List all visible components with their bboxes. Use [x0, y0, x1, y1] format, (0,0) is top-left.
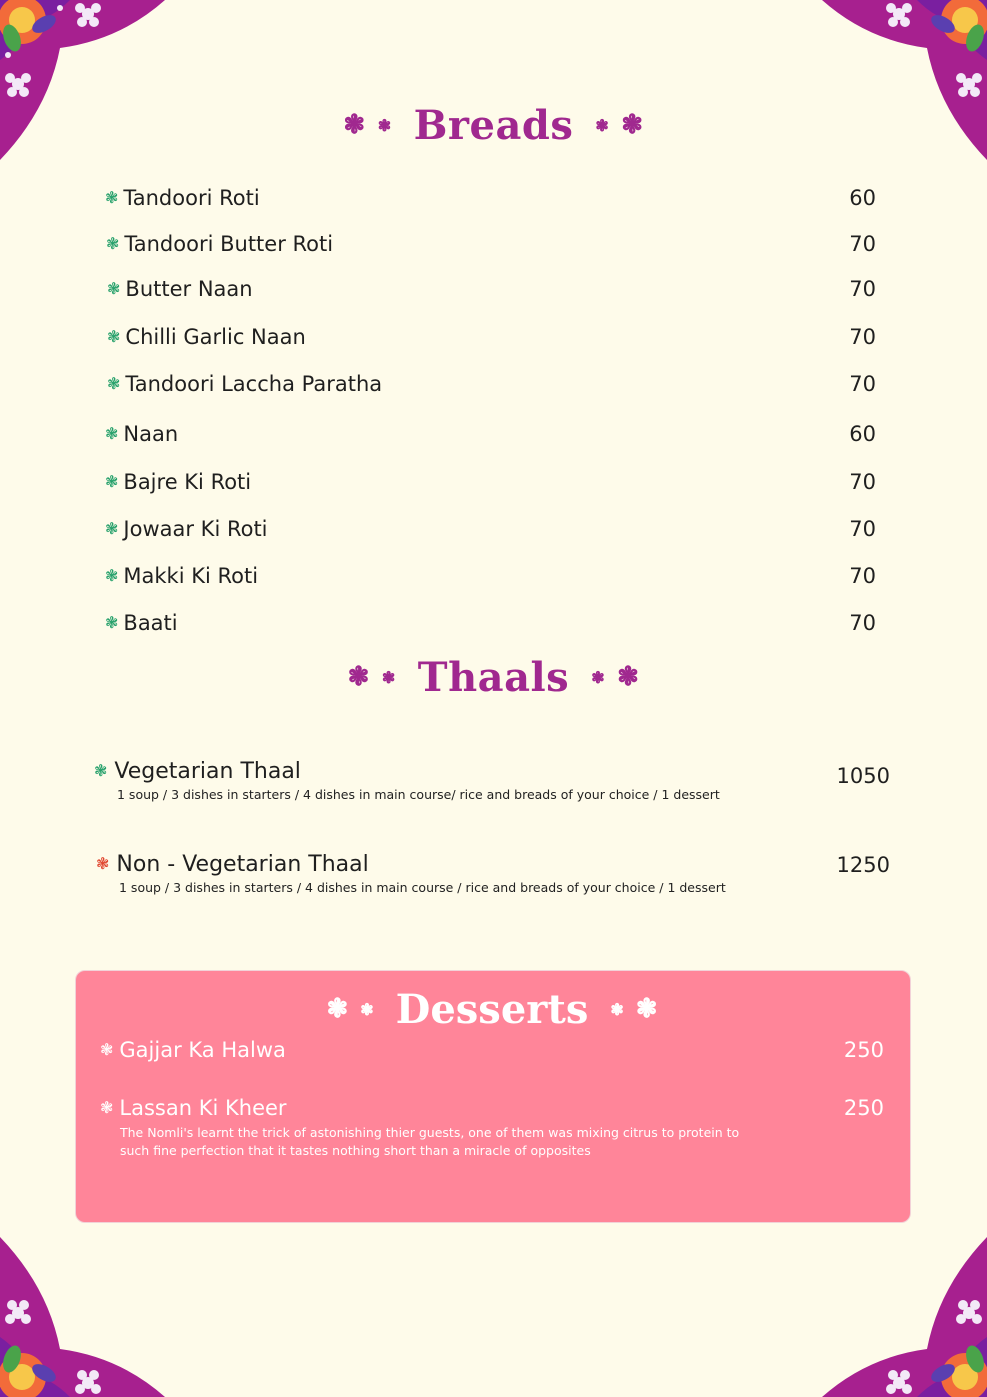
- desserts-title: Desserts: [395, 985, 589, 1033]
- item-name: Vegetarian Thaal: [114, 759, 301, 784]
- flower-icon: ❃: [595, 115, 610, 135]
- thaals-heading: [0, 650, 987, 701]
- flower-icon: ❃: [360, 999, 374, 1019]
- menu-item: [105, 564, 258, 588]
- item-name: Baati: [123, 611, 178, 635]
- item-name: Tandoori Roti: [123, 186, 260, 210]
- flower-icon: ❃: [377, 115, 392, 135]
- floral-corner-icon: [817, 1227, 987, 1397]
- asterisk-flower-icon: ❃: [105, 188, 119, 207]
- asterisk-flower-icon: ❃: [100, 1098, 114, 1117]
- menu-item: [105, 470, 251, 494]
- desserts-heading: [75, 982, 909, 1033]
- item-name: Tandoori Butter Roti: [124, 232, 334, 256]
- item-price: 250: [843, 1038, 884, 1062]
- item-price: 1250: [836, 853, 890, 877]
- menu-item: [96, 852, 369, 877]
- asterisk-flower-icon: ❃: [107, 279, 121, 298]
- menu-item: [107, 325, 306, 349]
- item-description: 1 soup / 3 dishes in starters / 4 dishes in main course / rice and breads of your choice / 1 dessert: [119, 880, 726, 895]
- thaals-title: Thaals: [417, 653, 570, 701]
- flower-icon: ❃: [326, 994, 349, 1024]
- item-name: Makki Ki Roti: [123, 564, 259, 588]
- asterisk-flower-icon: ❃: [107, 327, 121, 346]
- corner-decoration-bottom-right: [817, 1227, 987, 1397]
- item-price: 70: [849, 325, 876, 349]
- item-price: 70: [849, 232, 876, 256]
- menu-item: [105, 611, 178, 635]
- flower-icon: ❃: [621, 110, 644, 140]
- item-name: Naan: [123, 422, 179, 446]
- asterisk-flower-icon: ❃: [105, 424, 119, 443]
- veg-asterisk-icon: ❃: [94, 761, 108, 780]
- menu-item: [106, 232, 333, 256]
- item-name: Butter Naan: [125, 277, 253, 301]
- item-name: Jowaar Ki Roti: [123, 517, 268, 541]
- flower-icon: ❃: [635, 994, 658, 1024]
- asterisk-flower-icon: ❃: [106, 234, 120, 253]
- item-name: Lassan Ki Kheer: [119, 1096, 287, 1120]
- item-name: Gajjar Ka Halwa: [119, 1038, 286, 1062]
- menu-item: [105, 517, 268, 541]
- menu-item: [107, 372, 382, 396]
- menu-item: [105, 422, 178, 446]
- item-price: 1050: [836, 764, 890, 788]
- flower-icon: ❃: [343, 110, 366, 140]
- item-price: 70: [849, 277, 876, 301]
- asterisk-flower-icon: ❃: [105, 566, 119, 585]
- corner-decoration-bottom-left: [0, 1227, 170, 1397]
- item-price: 70: [849, 564, 876, 588]
- menu-item: [105, 186, 260, 210]
- item-price: 60: [849, 186, 876, 210]
- asterisk-flower-icon: ❃: [107, 374, 121, 393]
- asterisk-flower-icon: ❃: [105, 613, 119, 632]
- item-description: 1 soup / 3 dishes in starters / 4 dishes in main course/ rice and breads of your choice / 1 dessert: [117, 787, 720, 802]
- item-name: Non - Vegetarian Thaal: [116, 852, 369, 877]
- item-price: 70: [849, 517, 876, 541]
- menu-item: [94, 759, 301, 784]
- item-name: Tandoori Laccha Paratha: [125, 372, 383, 396]
- item-price: 70: [849, 470, 876, 494]
- flower-icon: ❃: [347, 662, 370, 692]
- item-name: Chilli Garlic Naan: [125, 325, 306, 349]
- menu-item: [107, 277, 253, 301]
- item-price: 70: [849, 611, 876, 635]
- breads-title: Breads: [413, 101, 574, 149]
- flower-icon: ❃: [591, 667, 606, 687]
- item-description: The Nomli's learnt the trick of astonishing thier guests, one of them was mixing citrus to protein to such fine perfection that it tastes nothing short than a miracle of opposites: [120, 1125, 740, 1158]
- menu-item: [100, 1038, 286, 1062]
- asterisk-flower-icon: ❃: [105, 472, 119, 491]
- item-price: 60: [849, 422, 876, 446]
- flower-icon: ❃: [610, 999, 624, 1019]
- floral-corner-icon: [0, 1227, 170, 1397]
- item-name: Bajre Ki Roti: [123, 470, 252, 494]
- asterisk-flower-icon: ❃: [105, 519, 119, 538]
- breads-heading: [0, 98, 987, 149]
- item-price: 250: [843, 1096, 884, 1120]
- menu-item: [100, 1096, 287, 1120]
- item-price: 70: [849, 372, 876, 396]
- non-veg-asterisk-icon: ❃: [96, 854, 110, 873]
- flower-icon: ❃: [381, 667, 396, 687]
- flower-icon: ❃: [617, 662, 640, 692]
- asterisk-flower-icon: ❃: [100, 1040, 114, 1059]
